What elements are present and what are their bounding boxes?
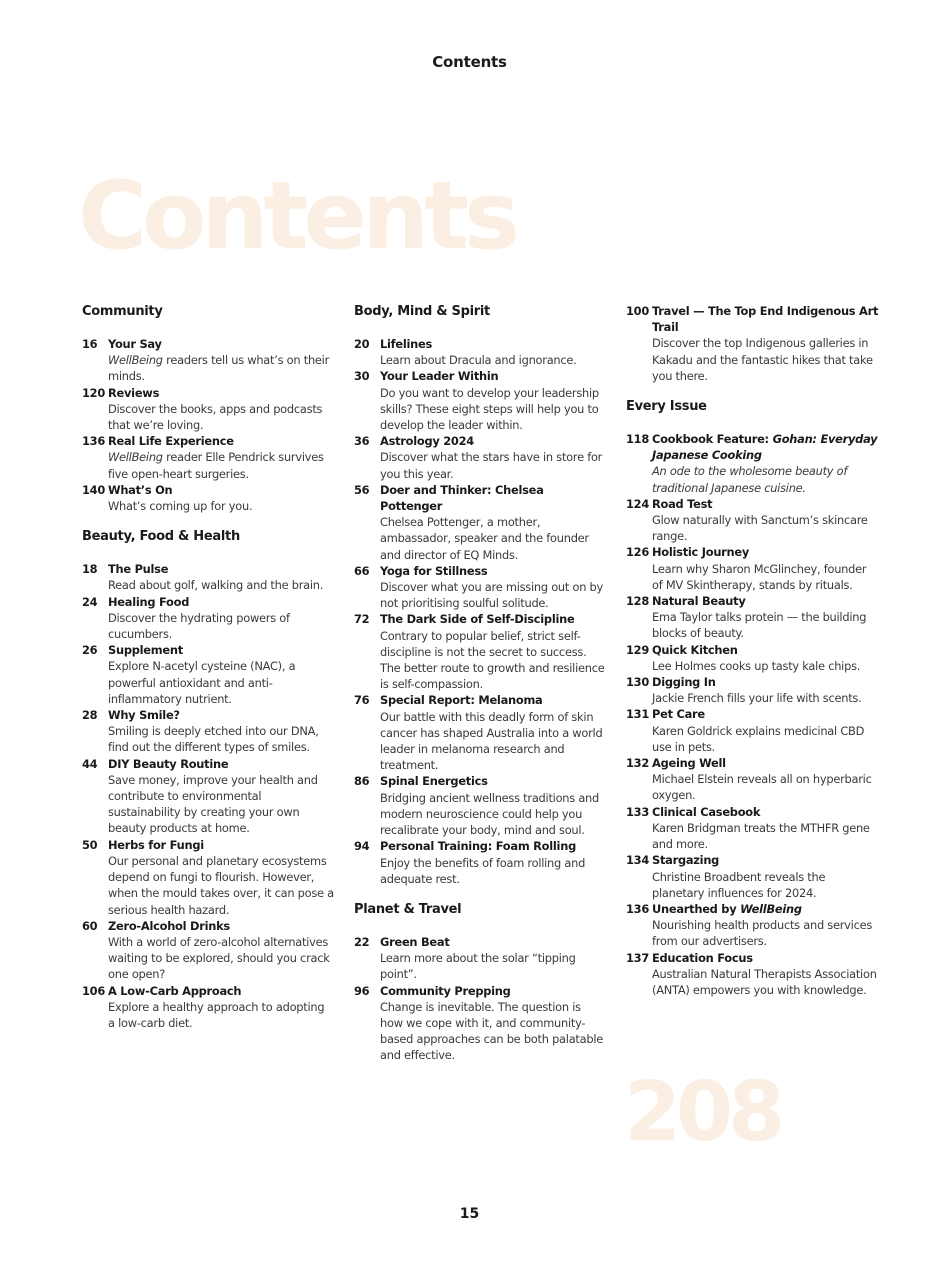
entry-title [652, 755, 880, 771]
entry-title-text: What’s On [108, 482, 173, 497]
contents-entry [82, 642, 334, 707]
entry-description-text: With a world of zero-alcohol alternatives waiting to be explored, should you crack one open? [108, 934, 330, 982]
entry-page-number: 18 [82, 562, 98, 577]
entry-page-number: 94 [354, 839, 370, 854]
entry-text [652, 706, 880, 755]
entry-page-number: 118 [626, 432, 650, 447]
entry-page-number: 128 [626, 594, 650, 609]
contents-entry [82, 561, 334, 593]
entry-description-text: Karen Bridgman treats the MTHFR gene and more. [652, 820, 870, 852]
column-1 [82, 303, 334, 1031]
contents-entry [626, 431, 880, 496]
entry-text [380, 838, 606, 887]
entry-description [380, 999, 606, 1064]
entry-page-number: 56 [354, 482, 370, 497]
section-title: Beauty, Food & Health [82, 529, 240, 545]
entry-description-text: Our battle with this deadly form of skin cancer has shaped Australia into a world leader in melanoma research and treatment. [380, 709, 603, 773]
entry-description [380, 514, 606, 563]
entry-description-text: Explore N-acetyl cysteine (NAC), a powerful antioxidant and anti-inflammatory nutrient. [108, 659, 296, 706]
contents-entry [82, 433, 334, 482]
entry-page-number: 76 [354, 693, 370, 708]
entry-text [380, 934, 606, 983]
entry-text [108, 385, 334, 434]
entry-text [380, 433, 606, 482]
entry-description-text: Learn why Sharon McGlinchey, founder of MV Skintherapy, stands by rituals. [652, 561, 867, 592]
entry-title-text: The Dark Side of Self-Discipline [380, 612, 575, 627]
entry-title-text: Your Say [108, 337, 162, 351]
entry-title [652, 593, 880, 609]
entry-text [652, 303, 880, 384]
entry-description [108, 934, 334, 983]
entry-title [652, 852, 880, 868]
entry-page-number: 129 [626, 642, 650, 657]
entry-description-text: Michael Elstein reveals all on hyperbaric oxygen. [652, 772, 872, 803]
entry-title [380, 934, 606, 950]
entry-title [380, 368, 606, 384]
contents-entry [626, 674, 880, 706]
page-header-title: Contents [432, 53, 507, 71]
entry-description-text: readers tell us what’s on their minds. [108, 353, 330, 384]
entry-title-text: Digging In [652, 675, 716, 690]
entry-text [108, 918, 334, 983]
entry-description [108, 498, 334, 514]
entry-description [652, 609, 880, 641]
contents-entry [354, 611, 606, 692]
contents-entry [82, 918, 334, 983]
entry-title-text: Pet Care [652, 707, 705, 722]
entry-text [380, 983, 606, 1064]
entry-description-text: reader Elle Pendrick survives five open-heart surgeries. [108, 450, 324, 481]
entry-page-number: 130 [626, 675, 650, 690]
entry-description [380, 709, 606, 774]
entry-description [108, 352, 334, 384]
contents-entry [354, 482, 606, 563]
entry-title [652, 303, 880, 335]
entry-description-text: Jackie French fills your life with scents. [652, 691, 862, 706]
contents-entry [82, 983, 334, 1032]
contents-entry [626, 303, 880, 384]
entry-title-text: Stargazing [652, 853, 720, 868]
entry-title [652, 431, 880, 463]
entry-title [380, 336, 606, 352]
entry-title [380, 563, 606, 579]
entry-description [652, 335, 880, 384]
entry-text [380, 563, 606, 612]
entry-title-text: Lifelines [380, 337, 433, 351]
entry-description-text: Our personal and planetary ecosystems depend on fungi to flourish. However, when the mould takes over, it can pose a serious health hazard. [108, 853, 334, 917]
entry-description-text: Discover the hydrating powers of cucumbers. [108, 610, 290, 642]
column-3 [626, 303, 880, 998]
contents-entry [626, 804, 880, 853]
entry-text [380, 611, 606, 692]
entry-title-text: Yoga for Stillness [380, 563, 488, 578]
entry-description-italic: WellBeing [108, 450, 163, 465]
entry-title [108, 482, 334, 498]
entry-title-text: Healing Food [108, 594, 190, 609]
entry-title [380, 611, 606, 627]
entry-description [380, 579, 606, 611]
entry-title [108, 433, 334, 449]
entry-page-number: 140 [82, 482, 106, 497]
entry-title-text: Spinal Energetics [380, 774, 488, 789]
entry-title-text: Community Prepping [380, 983, 511, 998]
entry-title [652, 950, 880, 966]
entry-description [108, 853, 334, 918]
entry-title-text: The Pulse [108, 562, 169, 577]
entry-text [652, 804, 880, 853]
entry-title [652, 674, 880, 690]
contents-entry [354, 336, 606, 368]
entry-description [108, 772, 334, 837]
entry-text [108, 707, 334, 756]
entry-page-number: 131 [626, 707, 650, 722]
entry-text [652, 755, 880, 804]
entry-description [652, 723, 880, 755]
entry-title [108, 594, 334, 610]
entry-page-number: 28 [82, 708, 98, 723]
entry-description-text: Read about golf, walking and the brain. [108, 578, 324, 593]
entry-title-text: Why Smile? [108, 708, 180, 723]
entry-page-number: 133 [626, 804, 650, 819]
entry-description [108, 723, 334, 755]
entry-title [108, 983, 334, 999]
entry-title-text: Cookbook Feature: [652, 432, 773, 447]
entry-description-text: Save money, improve your health and contribute to environmental sustainability by creating your own beauty products at home. [108, 772, 318, 836]
contents-entry [626, 706, 880, 755]
entry-title [652, 706, 880, 722]
contents-entry [354, 692, 606, 773]
section-title: Planet & Travel [354, 901, 462, 917]
entry-description [652, 917, 880, 949]
entry-title [108, 707, 334, 723]
entry-page-number: 20 [354, 337, 370, 351]
contents-section [626, 303, 880, 384]
entry-description [652, 561, 880, 593]
entry-page-number: 134 [626, 853, 650, 868]
entry-text [652, 496, 880, 545]
contents-section [82, 528, 334, 1031]
entry-title [108, 918, 334, 934]
entry-title [380, 773, 606, 789]
entry-title [652, 642, 880, 658]
entry-description-text: Lee Holmes cooks up tasty kale chips. [652, 658, 861, 673]
entry-page-number: 136 [626, 901, 650, 916]
entry-title [380, 838, 606, 854]
entry-description-italic: WellBeing [108, 353, 163, 368]
entry-text [108, 642, 334, 707]
entry-title-text: Zero-Alcohol Drinks [108, 918, 230, 933]
contents-entry [354, 368, 606, 433]
entry-title-text: Education Focus [652, 950, 753, 965]
entry-title [380, 482, 606, 514]
entry-text [108, 433, 334, 482]
entry-title-text: Road Test [652, 496, 713, 511]
entry-description [108, 577, 334, 593]
entry-description-text: What’s coming up for you. [108, 499, 253, 514]
entry-page-number: 44 [82, 756, 98, 771]
contents-entry [82, 594, 334, 643]
entry-text [380, 368, 606, 433]
contents-section [354, 303, 606, 887]
entry-page-number: 96 [354, 983, 370, 998]
entry-title [108, 756, 334, 772]
entry-page-number: 60 [82, 918, 98, 933]
column-2 [354, 303, 606, 1064]
entry-description [652, 658, 880, 674]
entry-description [380, 950, 606, 982]
contents-entry [354, 773, 606, 838]
contents-section [82, 303, 334, 514]
entry-page-number: 132 [626, 756, 650, 771]
entry-description-italic: An ode to the wholesome beauty of traditional Japanese cuisine. [652, 464, 848, 495]
contents-entry [626, 642, 880, 674]
entry-title [652, 804, 880, 820]
entry-description-text: Smiling is deeply etched into our DNA, find out the different types of smiles. [108, 724, 319, 755]
contents-entry [82, 385, 334, 434]
entry-description-text: Christine Broadbent reveals the planetary influences for 2024. [652, 869, 826, 900]
entry-text [380, 336, 606, 368]
entry-description [652, 771, 880, 803]
entry-description [652, 512, 880, 544]
entry-description [652, 690, 880, 706]
entry-page-number: 124 [626, 496, 650, 511]
entry-title-text: Astrology 2024 [380, 434, 474, 449]
contents-entry [626, 950, 880, 999]
entry-title [108, 336, 334, 352]
entry-text [652, 901, 880, 950]
entry-title-text: DIY Beauty Routine [108, 756, 229, 771]
entry-description [108, 999, 334, 1031]
entry-title [380, 692, 606, 708]
entry-description-text: Do you want to develop your leadership skills? These eight steps will help you to develop the leader within. [380, 385, 599, 433]
contents-entry [82, 707, 334, 756]
entry-title [108, 642, 334, 658]
contents-entry [626, 593, 880, 642]
entry-page-number: 106 [82, 983, 106, 998]
entry-page-number: 86 [354, 774, 370, 789]
entry-title-text: Special Report: Melanoma [380, 693, 543, 708]
entry-page-number: 100 [626, 304, 650, 318]
entry-description [380, 628, 606, 693]
entry-description [108, 401, 334, 433]
entry-description-text: Discover what the stars have in store for you this year. [380, 450, 603, 481]
entry-description [652, 463, 880, 495]
entry-page-number: 36 [354, 434, 370, 449]
entry-text [652, 431, 880, 496]
contents-section [354, 901, 606, 1064]
entry-title-text: Doer and Thinker: Chelsea Pottenger [380, 482, 544, 514]
entry-description-text: Discover the books, apps and podcasts that we’re loving. [108, 401, 323, 433]
entry-title-text: Reviews [108, 385, 160, 400]
entry-page-number: 66 [354, 563, 370, 578]
entry-description [380, 352, 606, 368]
entry-page-number: 126 [626, 545, 650, 560]
entry-description [108, 449, 334, 481]
entry-title-text: Supplement [108, 643, 183, 658]
entry-page-number: 26 [82, 643, 98, 658]
entry-text [652, 674, 880, 706]
contents-entry [354, 433, 606, 482]
entry-description [380, 449, 606, 481]
contents-entry [354, 838, 606, 887]
entry-title-italic: WellBeing [740, 901, 802, 916]
entry-page-number: 72 [354, 612, 370, 627]
entry-text [108, 837, 334, 918]
entry-page-number: 137 [626, 950, 650, 965]
contents-entry [82, 336, 334, 385]
entry-page-number: 136 [82, 434, 106, 449]
contents-entry [626, 852, 880, 901]
contents-entry [354, 934, 606, 983]
entry-text [652, 950, 880, 999]
contents-entry [354, 983, 606, 1064]
entry-title-text: Travel — The Top End Indigenous Art Trail [652, 304, 879, 335]
entry-title [108, 385, 334, 401]
entry-description-text: Enjoy the benefits of foam rolling and adequate rest. [380, 855, 586, 886]
entry-title-text: Holistic Journey [652, 545, 750, 560]
entry-page-number: 30 [354, 369, 370, 384]
entry-title-text: Your Leader Within [380, 369, 499, 384]
entry-description [108, 658, 334, 707]
entry-description-text: Ema Taylor talks protein — the building blocks of beauty. [652, 610, 867, 641]
entry-title-text: Herbs for Fungi [108, 837, 204, 852]
entry-description-text: Australian Natural Therapists Association (ANTA) empowers you with knowledge. [652, 966, 877, 997]
section-title: Community [82, 304, 163, 319]
entry-title [652, 544, 880, 560]
entry-text [108, 336, 334, 385]
entry-title [108, 837, 334, 853]
entry-description-text: Chelsea Pottenger, a mother, ambassador, speaker and the founder and director of EQ Minds. [380, 515, 589, 562]
entry-description-text: Karen Goldrick explains medicinal CBD use in pets. [652, 723, 865, 754]
contents-entry [626, 496, 880, 545]
contents-section [626, 398, 880, 998]
entry-page-number: 22 [354, 934, 370, 949]
entry-title-text: Natural Beauty [652, 594, 746, 609]
entry-text [380, 482, 606, 563]
entry-description-text: Glow naturally with Sanctum’s skincare range. [652, 513, 868, 544]
entry-page-number: 120 [82, 385, 106, 400]
entry-description [380, 855, 606, 887]
entry-description [652, 820, 880, 852]
entry-description-text: Explore a healthy approach to adopting a low-carb diet. [108, 999, 325, 1030]
entry-text [652, 852, 880, 901]
entry-title-text: Ageing Well [652, 756, 726, 771]
contents-entry [82, 482, 334, 514]
entry-description-text: Learn more about the solar “tipping point”. [380, 951, 576, 982]
entry-description-text: Discover what you are missing out on by not prioritising soulful solitude. [380, 580, 604, 611]
entry-description [652, 966, 880, 998]
contents-entry [626, 901, 880, 950]
entry-text [652, 544, 880, 593]
entry-title-text: Unearthed by [652, 901, 741, 916]
contents-entry [354, 563, 606, 612]
entry-page-number: 24 [82, 594, 98, 609]
entry-description-text: Nourishing health products and services from our advertisers. [652, 918, 873, 949]
contents-entry [82, 756, 334, 837]
entry-text [108, 594, 334, 643]
entry-title-text: Quick Kitchen [652, 642, 738, 657]
entry-text [652, 593, 880, 642]
entry-title [380, 433, 606, 449]
entry-description [380, 385, 606, 434]
entry-title-text: A Low-Carb Approach [108, 983, 242, 998]
entry-page-number: 50 [82, 837, 98, 852]
entry-description [380, 790, 606, 839]
entry-text [380, 692, 606, 773]
contents-entry [626, 755, 880, 804]
entry-title-text: Green Beat [380, 934, 450, 949]
entry-text [108, 482, 334, 514]
page-number: 15 [459, 1206, 480, 1222]
entry-description-text: Contrary to popular belief, strict self-discipline is not the secret to success. The better route to growth and resilience is self-compassion. [380, 628, 605, 692]
entry-title-text: Clinical Casebook [652, 804, 761, 819]
section-title: Body, Mind & Spirit [354, 304, 490, 319]
entry-description-text: Discover the top Indigenous galleries in Kakadu and the fantastic hikes that take you there. [652, 336, 873, 383]
entry-title [652, 901, 880, 917]
big-page-count: 208 [624, 1065, 781, 1160]
big-contents-title: Contents [78, 162, 515, 271]
entry-text [108, 561, 334, 593]
entry-text [380, 773, 606, 838]
entry-title [652, 496, 880, 512]
entry-title-italic: Gohan: Everyday Japanese Cooking [652, 432, 878, 463]
entry-text [108, 756, 334, 837]
entry-description-text: Learn about Dracula and ignorance. [380, 353, 577, 368]
contents-entry [626, 544, 880, 593]
entry-title [380, 983, 606, 999]
entry-text [652, 642, 880, 674]
entry-title [108, 561, 334, 577]
entry-page-number: 16 [82, 337, 98, 351]
entry-description-text: Change is inevitable. The question is how we cope with it, and community-based approaches can be both palatable and effective. [380, 999, 604, 1063]
entry-description [108, 610, 334, 642]
entry-description-text: Bridging ancient wellness traditions and modern neuroscience could help you recalibrate your body, mind and soul. [380, 790, 599, 838]
entry-text [108, 983, 334, 1032]
entry-description [652, 869, 880, 901]
contents-entry [82, 837, 334, 918]
section-title: Every Issue [626, 399, 707, 415]
entry-title-text: Real Life Experience [108, 434, 234, 449]
entry-title-text: Personal Training: Foam Rolling [380, 839, 576, 854]
